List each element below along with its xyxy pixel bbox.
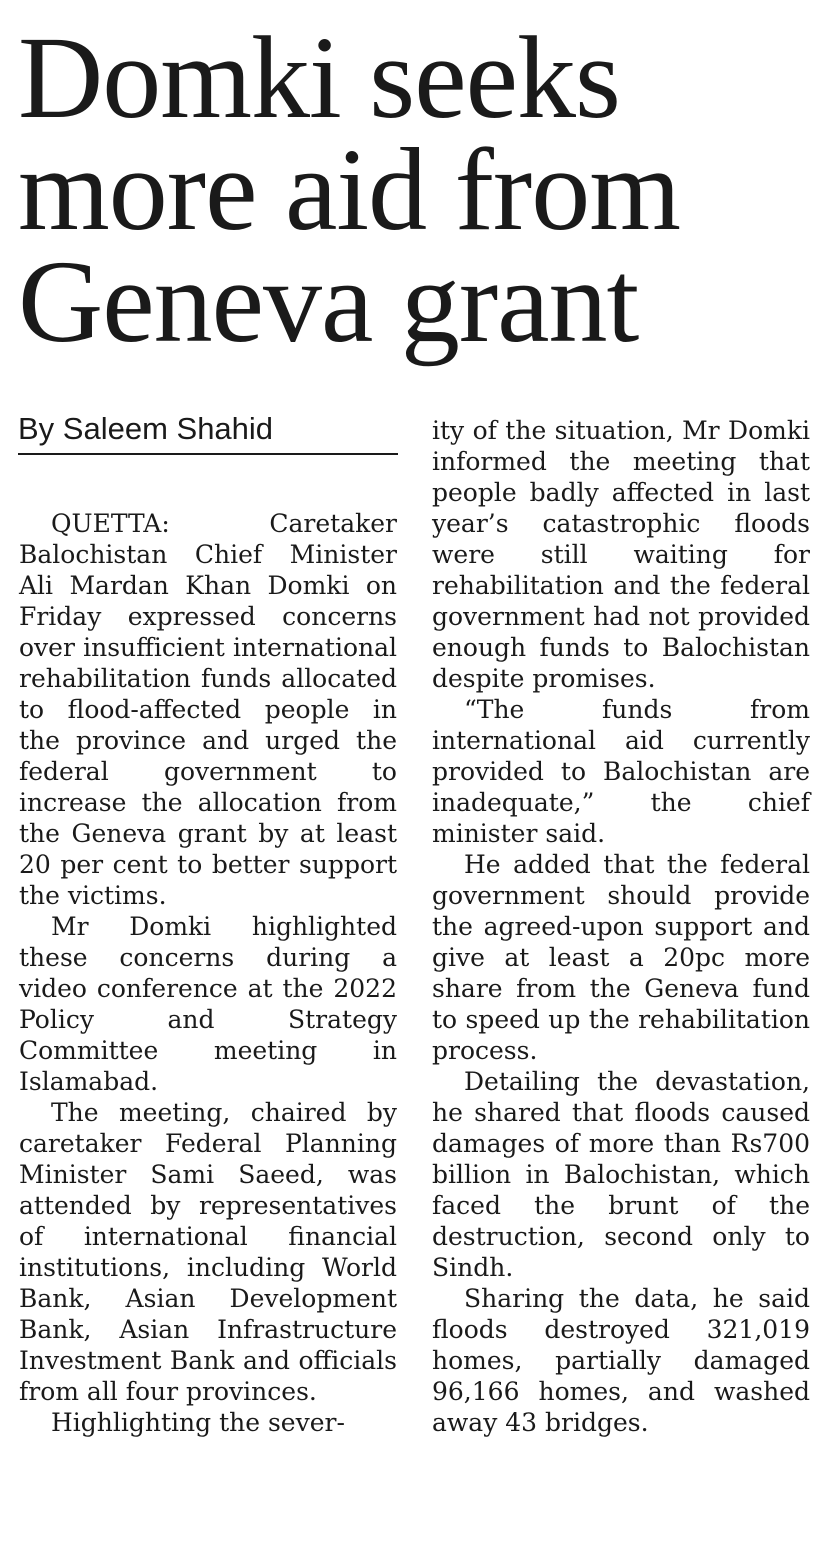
paragraph-3: The meeting, chaired by caretaker Federal Planning Minister Sami Saeed, was attended by representatives of international financial institutions, including World Bank, Asian Development Bank, Asian Infrastructure Investment Bank and officials from all four provinces. [19, 1098, 397, 1406]
byline-divider [18, 453, 398, 455]
byline: By Saleem Shahid [18, 411, 274, 446]
article-column-right [432, 415, 810, 1438]
paragraph-8: Sharing the data, he said floods destroyed 321,019 homes, partially damaged 96,166 homes, and washed away 43 bridges. [432, 1284, 810, 1437]
paragraph-4-start: Highlighting the sever- [51, 1408, 345, 1437]
paragraph-1: QUETTA: Caretaker Balochistan Chief Minister Ali Mardan Khan Domki on Friday expressed concerns over insufficient international rehabilitation funds allocated to flood-affected people in the province and urged the federal government to increase the allocation from the Geneva grant by at least 20 per cent to better support the victims. [19, 509, 397, 910]
article-column-left [19, 508, 397, 1438]
headline: Domki seeks more aid from Geneva grant [18, 12, 680, 367]
paragraph-2: Mr Domki highlighted these concerns during a video conference at the 2022 Policy and Strategy Committee meeting in Islamabad. [19, 912, 397, 1096]
paragraph-5: “The funds from international aid currently provided to Balochistan are inadequate,” the chief minister said. [432, 695, 810, 848]
paragraph-7: Detailing the devastation, he shared that floods caused damages of more than Rs700 billion in Balochistan, which faced the brunt of the destruction, second only to Sindh. [432, 1067, 810, 1282]
paragraph-4-continued: ity of the situation, Mr Domki informed the meeting that people badly affected in last year’s catastrophic floods were still waiting for rehabilitation and the federal government had not provided enough funds to Balochistan despite promises. [432, 416, 810, 693]
paragraph-6: He added that the federal government should provide the agreed-upon support and give at least a 20pc more share from the Geneva fund to speed up the rehabilitation process. [432, 850, 810, 1065]
